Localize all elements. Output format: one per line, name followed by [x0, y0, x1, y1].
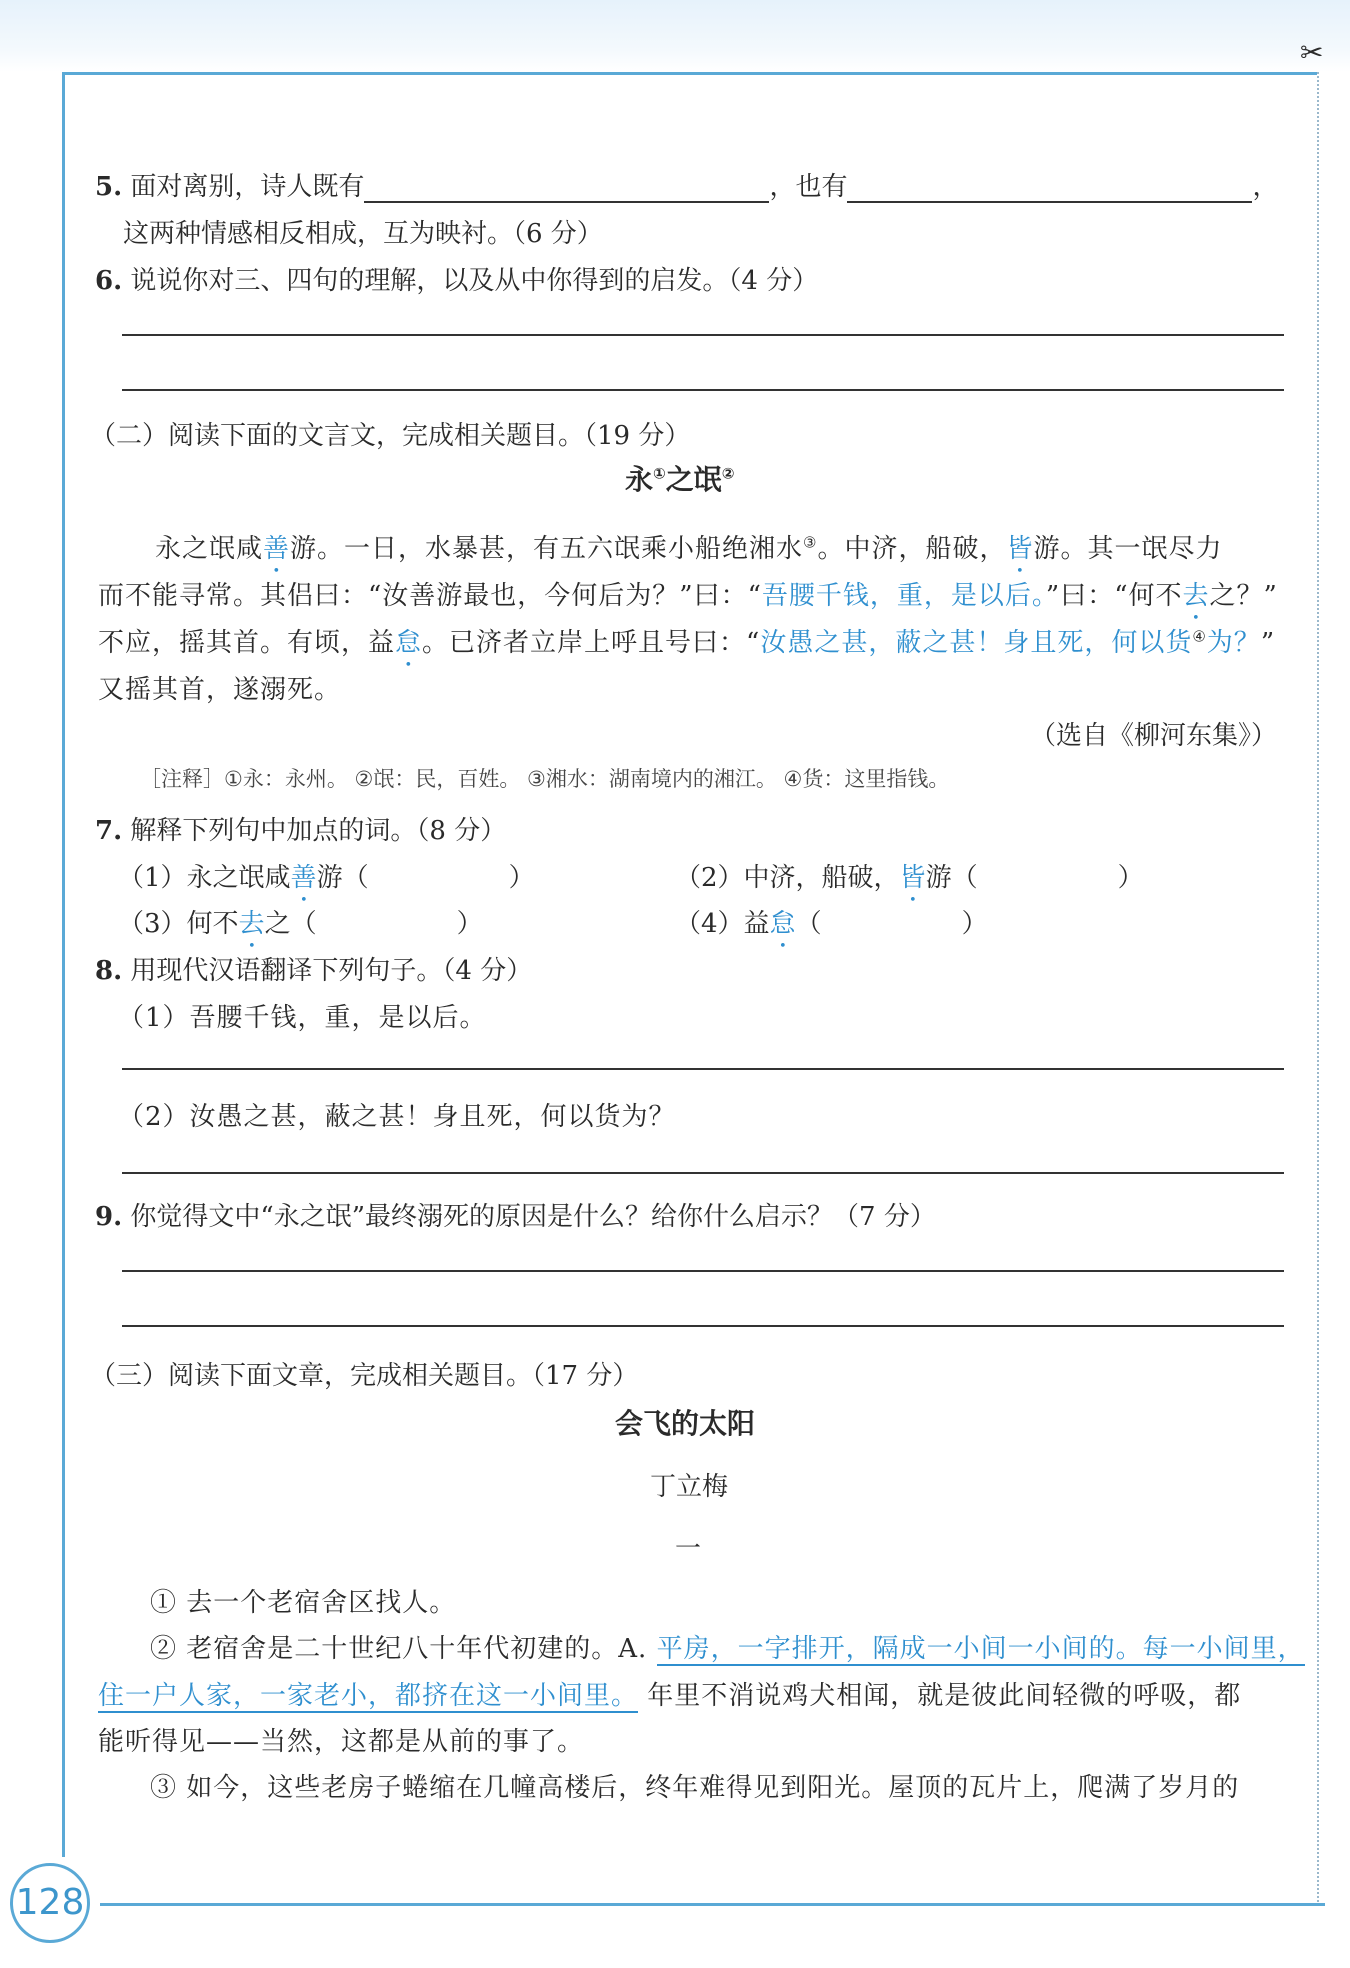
q7-item-4 — [675, 903, 988, 954]
question-text: 说说你对三、四句的理解，以及从中你得到的启发。（4 分） — [130, 266, 819, 296]
underlined-sentence: 住一户人家，一家老小，都挤在这一小间里。 — [98, 1681, 639, 1711]
text: ”曰：“何不 — [1045, 581, 1183, 611]
text: ） — [456, 909, 483, 939]
text: （1）永之氓咸 — [118, 863, 291, 893]
section-header: （二）阅读下面的文言文，完成相关题目。（19 分） — [90, 421, 691, 451]
part-marker: 一 — [675, 1534, 702, 1564]
answer-blank[interactable] — [847, 171, 1252, 203]
article-paragraph — [150, 1628, 1305, 1665]
footnote-mark: ② — [721, 464, 735, 483]
dotted-word: 善 — [263, 534, 291, 564]
question-number: 5. — [95, 172, 123, 202]
dotted-word: 怠 — [395, 628, 423, 658]
passage-line: 又摇其首，遂溺死。 — [98, 675, 342, 705]
article-paragraph: ① 去一个老宿舍区找人。 — [150, 1588, 457, 1618]
text: ） — [508, 863, 535, 893]
highlighted-sentence: 汝愚之甚，蔽之甚！身且死，何以货 — [760, 628, 1193, 658]
q7-item-3 — [118, 903, 483, 954]
header-band — [0, 0, 1350, 72]
answer-line[interactable] — [122, 1325, 1284, 1327]
article-line — [98, 1675, 1241, 1712]
dotted-word: 去 — [238, 909, 265, 939]
text: 。中济，船破， — [817, 534, 1007, 564]
question-9 — [95, 1196, 936, 1233]
text: （ — [795, 909, 822, 939]
translate-sentence-1: （1）吾腰千钱，重，是以后。 — [118, 1003, 487, 1033]
underlined-sentence: 平房，一字排开，隔成一小间一小间的。每一小间里， — [656, 1634, 1305, 1664]
frame-left-rule — [62, 72, 65, 1857]
footnote-mark: ③ — [803, 533, 818, 552]
text: 而不能寻常。其侣曰：“汝善游最也，今何后为？”曰：“ — [98, 581, 762, 611]
text: 游。一日，水暴甚，有五六氓乘小船绝湘水 — [290, 534, 804, 564]
text: 游。其一氓尽力 — [1033, 534, 1223, 564]
highlighted-sentence: 吾腰千钱，重，是以后。 — [761, 581, 1046, 611]
text: 之（ — [264, 909, 317, 939]
text: （2）中济，船破， — [675, 863, 900, 893]
answer-line[interactable] — [122, 1172, 1284, 1174]
dotted-word: 怠 — [769, 909, 796, 939]
article-title: 会飞的太阳 — [615, 1407, 756, 1440]
page-number: 128 — [10, 1863, 90, 1943]
question-text: 面对离别，诗人既有 — [130, 172, 365, 202]
answer-blank[interactable] — [364, 171, 769, 203]
text: ” — [1260, 628, 1276, 658]
q7-item-2 — [675, 857, 1144, 908]
frame-bottom-rule — [100, 1903, 1325, 1906]
highlighted-sentence: 为？ — [1206, 628, 1261, 658]
section-header: （三）阅读下面文章，完成相关题目。（17 分） — [90, 1361, 639, 1391]
text: ） — [961, 909, 988, 939]
text: （3）何不 — [118, 909, 239, 939]
question-number: 6. — [95, 266, 123, 296]
question-5 — [95, 166, 1278, 203]
dotted-word: 皆 — [1006, 534, 1034, 564]
question-text: 用现代汉语翻译下列句子。（4 分） — [130, 956, 533, 986]
question-number: 7. — [95, 816, 123, 846]
text: ② 老宿舍是二十世纪八十年代初建的。A. — [150, 1634, 657, 1664]
question-text: ， — [1252, 172, 1279, 202]
article-author: 丁立梅 — [650, 1472, 729, 1502]
frame-top-rule — [62, 72, 1317, 75]
question-number: 9. — [95, 1202, 123, 1232]
answer-line[interactable] — [122, 334, 1284, 336]
question-text: ，也有 — [769, 172, 848, 202]
text: 游（ — [316, 863, 369, 893]
footnote-mark: ① — [653, 464, 666, 483]
answer-line[interactable] — [122, 389, 1284, 391]
text: 之？” — [1209, 581, 1278, 611]
passage-line — [98, 575, 1278, 626]
q7-item-1 — [118, 857, 535, 908]
cut-line — [1317, 72, 1319, 1902]
dotted-word: 善 — [290, 863, 317, 893]
text: ） — [1117, 863, 1144, 893]
text: 游（ — [925, 863, 978, 893]
text: 。已济者立岸上呼且号曰：“ — [422, 628, 761, 658]
scissors-icon: ✂ — [1300, 36, 1324, 69]
question-7 — [95, 810, 506, 847]
source-citation: （选自《柳河东集》） — [1030, 721, 1278, 751]
question-text: 解释下列句中加点的词。（8 分） — [130, 816, 507, 846]
article-line: 能听得见——当然，这都是从前的事了。 — [98, 1727, 585, 1757]
question-text: 你觉得文中“永之氓”最终溺死的原因是什么？给你什么启示？（7 分） — [130, 1202, 936, 1232]
dotted-word: 去 — [1182, 581, 1210, 611]
text: 不应，摇其首。有顷，益 — [98, 628, 396, 658]
text: 年里不消说鸡犬相闻，就是彼此间轻微的呼吸，都 — [638, 1681, 1242, 1711]
title-text: 永 — [625, 463, 654, 496]
question-8 — [95, 950, 532, 987]
passage-line — [155, 528, 1223, 579]
question-text: 这两种情感相反相成，互为映衬。（6 分） — [123, 219, 603, 249]
footnote-mark: ④ — [1192, 627, 1207, 646]
text: 永之氓咸 — [155, 534, 264, 564]
dotted-word: 皆 — [899, 863, 926, 893]
text: （4）益 — [675, 909, 770, 939]
answer-line[interactable] — [122, 1270, 1284, 1272]
annotations: ［注释］①永：永州。 ②氓：民，百姓。 ③湘水：湖南境内的湘江。 ④货：这里指钱。 — [140, 767, 950, 791]
article-paragraph: ③ 如今，这些老房子蜷缩在几幢高楼后，终年难得见到阳光。屋顶的瓦片上，爬满了岁月的 — [150, 1773, 1240, 1803]
answer-line[interactable] — [122, 1068, 1284, 1070]
translate-sentence-2: （2）汝愚之甚，蔽之甚！身且死，何以货为？ — [118, 1102, 676, 1132]
question-6 — [95, 260, 818, 297]
passage-line — [98, 622, 1275, 673]
passage-title — [625, 458, 734, 498]
question-number: 8. — [95, 956, 123, 986]
title-text: 之氓 — [665, 463, 722, 496]
